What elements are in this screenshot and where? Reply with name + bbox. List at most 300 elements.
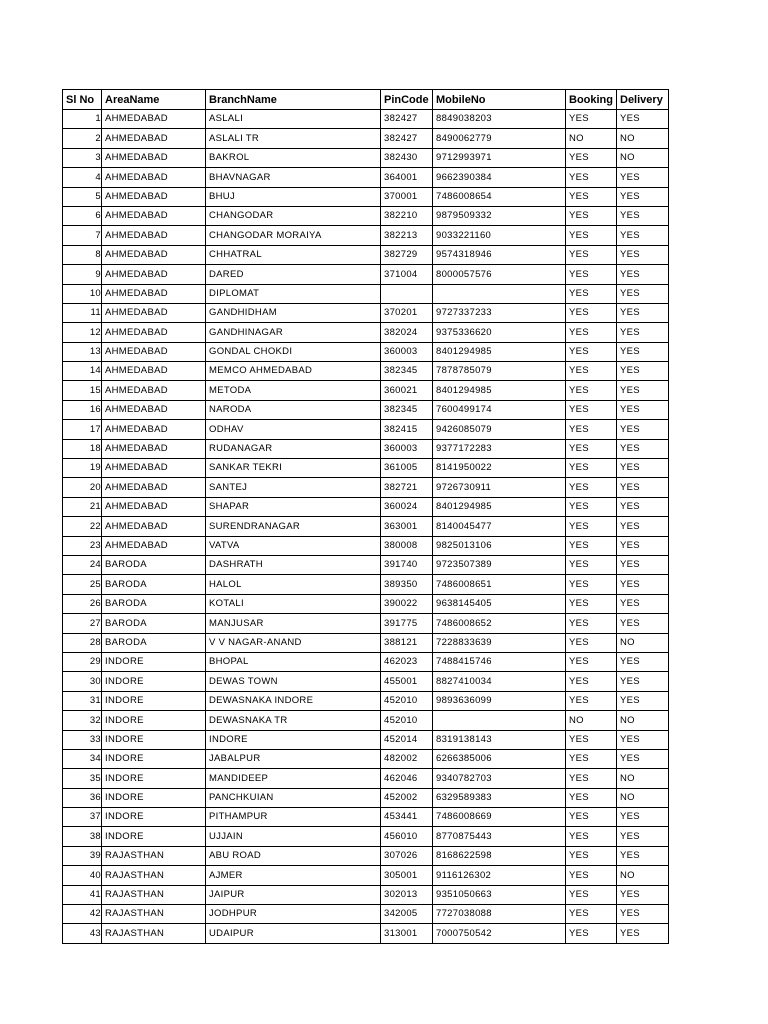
cell-mobile-no: 7000750542 xyxy=(433,924,566,943)
cell-delivery: YES xyxy=(617,168,669,187)
cell-delivery: NO xyxy=(617,711,669,730)
cell-area-name: AHMEDABAD xyxy=(102,517,206,536)
cell-delivery: YES xyxy=(617,614,669,633)
cell-sl-no: 21 xyxy=(63,497,102,516)
cell-area-name: AHMEDABAD xyxy=(102,168,206,187)
table-row xyxy=(63,362,669,381)
cell-delivery: NO xyxy=(617,769,669,788)
cell-booking: YES xyxy=(566,691,617,710)
cell-booking: YES xyxy=(566,284,617,303)
cell-pin-code: 452010 xyxy=(381,711,433,730)
branch-table xyxy=(62,89,669,944)
table-row xyxy=(63,245,669,264)
cell-pin-code: 382345 xyxy=(381,400,433,419)
table-row xyxy=(63,439,669,458)
cell-area-name: AHMEDABAD xyxy=(102,265,206,284)
cell-pin-code: 382345 xyxy=(381,362,433,381)
cell-branch-name: MANDIDEEP xyxy=(206,769,381,788)
cell-mobile-no: 9116126302 xyxy=(433,866,566,885)
table-row xyxy=(63,846,669,865)
header-mobile-no: MobileNo xyxy=(433,90,566,110)
cell-branch-name: CHHATRAL xyxy=(206,245,381,264)
cell-mobile-no: 8401294985 xyxy=(433,342,566,361)
cell-branch-name: ODHAV xyxy=(206,420,381,439)
cell-mobile-no: 9825013106 xyxy=(433,536,566,555)
cell-pin-code: 360003 xyxy=(381,439,433,458)
cell-branch-name: GANDHIDHAM xyxy=(206,303,381,322)
table-row xyxy=(63,711,669,730)
cell-branch-name: SANKAR TEKRI xyxy=(206,459,381,478)
cell-area-name: AHMEDABAD xyxy=(102,342,206,361)
cell-mobile-no: 7878785079 xyxy=(433,362,566,381)
cell-sl-no: 32 xyxy=(63,711,102,730)
cell-pin-code: 364001 xyxy=(381,168,433,187)
cell-pin-code: 452014 xyxy=(381,730,433,749)
cell-branch-name: AJMER xyxy=(206,866,381,885)
cell-mobile-no: 7486008654 xyxy=(433,187,566,206)
cell-pin-code: 361005 xyxy=(381,459,433,478)
cell-mobile-no: 9723507389 xyxy=(433,555,566,574)
cell-mobile-no: 9351050663 xyxy=(433,885,566,904)
cell-sl-no: 17 xyxy=(63,420,102,439)
cell-mobile-no: 9377172283 xyxy=(433,439,566,458)
cell-pin-code: 382729 xyxy=(381,245,433,264)
cell-sl-no: 6 xyxy=(63,206,102,225)
cell-pin-code: 342005 xyxy=(381,905,433,924)
cell-delivery: YES xyxy=(617,827,669,846)
cell-mobile-no: 9893636099 xyxy=(433,691,566,710)
cell-mobile-no: 8140045477 xyxy=(433,517,566,536)
table-row xyxy=(63,497,669,516)
header-pin-code: PinCode xyxy=(381,90,433,110)
cell-sl-no: 23 xyxy=(63,536,102,555)
cell-area-name: AHMEDABAD xyxy=(102,381,206,400)
cell-branch-name: DASHRATH xyxy=(206,555,381,574)
cell-branch-name: CHANGODAR MORAIYA xyxy=(206,226,381,245)
table-row xyxy=(63,517,669,536)
cell-delivery: YES xyxy=(617,924,669,943)
header-delivery: Delivery xyxy=(617,90,669,110)
cell-branch-name: BHUJ xyxy=(206,187,381,206)
cell-sl-no: 15 xyxy=(63,381,102,400)
cell-mobile-no: 7228833639 xyxy=(433,633,566,652)
cell-booking: YES xyxy=(566,749,617,768)
cell-area-name: AHMEDABAD xyxy=(102,497,206,516)
table-row xyxy=(63,691,669,710)
table-row xyxy=(63,226,669,245)
table-row xyxy=(63,323,669,342)
cell-delivery: YES xyxy=(617,226,669,245)
cell-pin-code: 363001 xyxy=(381,517,433,536)
table-row xyxy=(63,808,669,827)
header-sl-no: Sl No xyxy=(63,90,102,110)
cell-area-name: AHMEDABAD xyxy=(102,536,206,555)
cell-booking: YES xyxy=(566,555,617,574)
table-row xyxy=(63,284,669,303)
cell-delivery: YES xyxy=(617,303,669,322)
cell-branch-name: BHOPAL xyxy=(206,652,381,671)
cell-area-name: AHMEDABAD xyxy=(102,187,206,206)
cell-sl-no: 29 xyxy=(63,652,102,671)
cell-area-name: INDORE xyxy=(102,827,206,846)
cell-pin-code: 388121 xyxy=(381,633,433,652)
cell-sl-no: 16 xyxy=(63,400,102,419)
cell-area-name: AHMEDABAD xyxy=(102,303,206,322)
cell-area-name: INDORE xyxy=(102,652,206,671)
cell-sl-no: 10 xyxy=(63,284,102,303)
cell-booking: YES xyxy=(566,381,617,400)
cell-sl-no: 19 xyxy=(63,459,102,478)
cell-sl-no: 38 xyxy=(63,827,102,846)
cell-sl-no: 13 xyxy=(63,342,102,361)
cell-sl-no: 3 xyxy=(63,148,102,167)
cell-branch-name: HALOL xyxy=(206,575,381,594)
table-row xyxy=(63,187,669,206)
cell-pin-code: 302013 xyxy=(381,885,433,904)
cell-booking: YES xyxy=(566,362,617,381)
cell-delivery: NO xyxy=(617,148,669,167)
cell-branch-name: ASLALI TR xyxy=(206,129,381,148)
cell-booking: YES xyxy=(566,846,617,865)
cell-mobile-no: 8000057576 xyxy=(433,265,566,284)
cell-mobile-no: 6329589383 xyxy=(433,788,566,807)
table-row xyxy=(63,749,669,768)
cell-branch-name: DIPLOMAT xyxy=(206,284,381,303)
cell-mobile-no: 7727038088 xyxy=(433,905,566,924)
cell-branch-name: SANTEJ xyxy=(206,478,381,497)
cell-sl-no: 20 xyxy=(63,478,102,497)
cell-booking: YES xyxy=(566,633,617,652)
table-row xyxy=(63,905,669,924)
cell-sl-no: 24 xyxy=(63,555,102,574)
cell-sl-no: 28 xyxy=(63,633,102,652)
cell-pin-code: 382427 xyxy=(381,129,433,148)
cell-sl-no: 2 xyxy=(63,129,102,148)
cell-sl-no: 30 xyxy=(63,672,102,691)
cell-pin-code: 360024 xyxy=(381,497,433,516)
cell-delivery: YES xyxy=(617,575,669,594)
cell-area-name: RAJASTHAN xyxy=(102,905,206,924)
cell-area-name: RAJASTHAN xyxy=(102,924,206,943)
cell-branch-name: PANCHKUIAN xyxy=(206,788,381,807)
cell-booking: YES xyxy=(566,672,617,691)
cell-branch-name: UJJAIN xyxy=(206,827,381,846)
cell-sl-no: 14 xyxy=(63,362,102,381)
cell-sl-no: 18 xyxy=(63,439,102,458)
cell-booking: YES xyxy=(566,905,617,924)
cell-booking: YES xyxy=(566,924,617,943)
cell-delivery: YES xyxy=(617,342,669,361)
cell-booking: YES xyxy=(566,575,617,594)
cell-mobile-no: 9340782703 xyxy=(433,769,566,788)
table-row xyxy=(63,478,669,497)
header-area-name: AreaName xyxy=(102,90,206,110)
cell-area-name: AHMEDABAD xyxy=(102,400,206,419)
cell-delivery: YES xyxy=(617,284,669,303)
cell-pin-code: 382213 xyxy=(381,226,433,245)
cell-delivery: YES xyxy=(617,497,669,516)
cell-mobile-no xyxy=(433,284,566,303)
cell-sl-no: 22 xyxy=(63,517,102,536)
table-row xyxy=(63,769,669,788)
cell-mobile-no: 9726730911 xyxy=(433,478,566,497)
cell-pin-code: 360021 xyxy=(381,381,433,400)
cell-sl-no: 5 xyxy=(63,187,102,206)
cell-branch-name: DEWASNAKA INDORE xyxy=(206,691,381,710)
table-row xyxy=(63,400,669,419)
table-row xyxy=(63,459,669,478)
cell-area-name: BARODA xyxy=(102,614,206,633)
cell-branch-name: VATVA xyxy=(206,536,381,555)
table-row xyxy=(63,303,669,322)
cell-booking: YES xyxy=(566,652,617,671)
cell-pin-code: 382721 xyxy=(381,478,433,497)
cell-booking: YES xyxy=(566,439,617,458)
cell-area-name: RAJASTHAN xyxy=(102,885,206,904)
table-row xyxy=(63,342,669,361)
cell-area-name: INDORE xyxy=(102,672,206,691)
table-row xyxy=(63,206,669,225)
cell-pin-code: 382210 xyxy=(381,206,433,225)
cell-branch-name: UDAIPUR xyxy=(206,924,381,943)
cell-booking: YES xyxy=(566,497,617,516)
cell-pin-code: 391740 xyxy=(381,555,433,574)
cell-area-name: RAJASTHAN xyxy=(102,846,206,865)
cell-pin-code xyxy=(381,284,433,303)
cell-booking: NO xyxy=(566,711,617,730)
cell-area-name: AHMEDABAD xyxy=(102,226,206,245)
cell-pin-code: 360003 xyxy=(381,342,433,361)
cell-pin-code: 452010 xyxy=(381,691,433,710)
table-row xyxy=(63,924,669,943)
cell-delivery: NO xyxy=(617,866,669,885)
cell-area-name: INDORE xyxy=(102,691,206,710)
cell-mobile-no xyxy=(433,711,566,730)
cell-mobile-no: 8490062779 xyxy=(433,129,566,148)
cell-booking: YES xyxy=(566,788,617,807)
cell-area-name: AHMEDABAD xyxy=(102,206,206,225)
table-row xyxy=(63,730,669,749)
cell-mobile-no: 6266385006 xyxy=(433,749,566,768)
cell-booking: YES xyxy=(566,594,617,613)
cell-mobile-no: 8770875443 xyxy=(433,827,566,846)
cell-pin-code: 370201 xyxy=(381,303,433,322)
table-row xyxy=(63,148,669,167)
cell-booking: YES xyxy=(566,323,617,342)
cell-area-name: INDORE xyxy=(102,808,206,827)
cell-delivery: YES xyxy=(617,905,669,924)
cell-branch-name: MEMCO AHMEDABAD xyxy=(206,362,381,381)
table-row xyxy=(63,129,669,148)
cell-delivery: YES xyxy=(617,536,669,555)
cell-area-name: INDORE xyxy=(102,788,206,807)
cell-delivery: YES xyxy=(617,652,669,671)
cell-pin-code: 391775 xyxy=(381,614,433,633)
table-row xyxy=(63,381,669,400)
table-row xyxy=(63,168,669,187)
cell-delivery: YES xyxy=(617,730,669,749)
cell-delivery: YES xyxy=(617,517,669,536)
cell-area-name: AHMEDABAD xyxy=(102,129,206,148)
cell-area-name: AHMEDABAD xyxy=(102,148,206,167)
cell-area-name: INDORE xyxy=(102,730,206,749)
cell-booking: YES xyxy=(566,808,617,827)
cell-delivery: YES xyxy=(617,381,669,400)
table-row xyxy=(63,788,669,807)
table-row xyxy=(63,633,669,652)
cell-booking: YES xyxy=(566,206,617,225)
cell-mobile-no: 9375336620 xyxy=(433,323,566,342)
cell-mobile-no: 8319138143 xyxy=(433,730,566,749)
table-row xyxy=(63,594,669,613)
cell-delivery: YES xyxy=(617,846,669,865)
cell-pin-code: 390022 xyxy=(381,594,433,613)
cell-pin-code: 370001 xyxy=(381,187,433,206)
cell-mobile-no: 7486008651 xyxy=(433,575,566,594)
cell-sl-no: 35 xyxy=(63,769,102,788)
cell-mobile-no: 8401294985 xyxy=(433,497,566,516)
table-row xyxy=(63,885,669,904)
cell-pin-code: 307026 xyxy=(381,846,433,865)
cell-branch-name: SHAPAR xyxy=(206,497,381,516)
cell-sl-no: 39 xyxy=(63,846,102,865)
cell-branch-name: V V NAGAR-ANAND xyxy=(206,633,381,652)
cell-pin-code: 313001 xyxy=(381,924,433,943)
cell-mobile-no: 9712993971 xyxy=(433,148,566,167)
cell-branch-name: INDORE xyxy=(206,730,381,749)
cell-booking: YES xyxy=(566,400,617,419)
cell-mobile-no: 9638145405 xyxy=(433,594,566,613)
cell-mobile-no: 7488415746 xyxy=(433,652,566,671)
cell-delivery: YES xyxy=(617,265,669,284)
cell-sl-no: 25 xyxy=(63,575,102,594)
cell-booking: YES xyxy=(566,866,617,885)
cell-delivery: YES xyxy=(617,459,669,478)
cell-area-name: BARODA xyxy=(102,575,206,594)
cell-branch-name: DEWAS TOWN xyxy=(206,672,381,691)
table-row xyxy=(63,536,669,555)
cell-booking: YES xyxy=(566,168,617,187)
cell-delivery: YES xyxy=(617,187,669,206)
cell-area-name: AHMEDABAD xyxy=(102,459,206,478)
cell-delivery: YES xyxy=(617,110,669,129)
cell-delivery: YES xyxy=(617,672,669,691)
cell-mobile-no: 9426085079 xyxy=(433,420,566,439)
cell-booking: YES xyxy=(566,148,617,167)
cell-area-name: INDORE xyxy=(102,769,206,788)
cell-pin-code: 452002 xyxy=(381,788,433,807)
cell-area-name: AHMEDABAD xyxy=(102,439,206,458)
cell-booking: YES xyxy=(566,614,617,633)
cell-area-name: INDORE xyxy=(102,749,206,768)
cell-sl-no: 11 xyxy=(63,303,102,322)
cell-booking: YES xyxy=(566,342,617,361)
cell-booking: YES xyxy=(566,265,617,284)
cell-mobile-no: 9727337233 xyxy=(433,303,566,322)
cell-branch-name: DARED xyxy=(206,265,381,284)
cell-delivery: YES xyxy=(617,808,669,827)
cell-sl-no: 8 xyxy=(63,245,102,264)
cell-area-name: BARODA xyxy=(102,633,206,652)
cell-sl-no: 34 xyxy=(63,749,102,768)
cell-delivery: YES xyxy=(617,439,669,458)
table-row xyxy=(63,614,669,633)
header-row xyxy=(63,90,669,110)
cell-mobile-no: 9574318946 xyxy=(433,245,566,264)
cell-branch-name: SURENDRANAGAR xyxy=(206,517,381,536)
cell-pin-code: 382415 xyxy=(381,420,433,439)
cell-delivery: YES xyxy=(617,362,669,381)
cell-branch-name: ABU ROAD xyxy=(206,846,381,865)
cell-area-name: AHMEDABAD xyxy=(102,110,206,129)
cell-area-name: AHMEDABAD xyxy=(102,420,206,439)
cell-branch-name: BAKROL xyxy=(206,148,381,167)
cell-mobile-no: 9033221160 xyxy=(433,226,566,245)
cell-area-name: INDORE xyxy=(102,711,206,730)
cell-pin-code: 482002 xyxy=(381,749,433,768)
cell-sl-no: 37 xyxy=(63,808,102,827)
cell-sl-no: 36 xyxy=(63,788,102,807)
cell-branch-name: NARODA xyxy=(206,400,381,419)
cell-branch-name: GONDAL CHOKDI xyxy=(206,342,381,361)
cell-sl-no: 27 xyxy=(63,614,102,633)
cell-sl-no: 40 xyxy=(63,866,102,885)
cell-mobile-no: 8849038203 xyxy=(433,110,566,129)
cell-delivery: YES xyxy=(617,400,669,419)
cell-delivery: YES xyxy=(617,555,669,574)
cell-sl-no: 33 xyxy=(63,730,102,749)
cell-sl-no: 9 xyxy=(63,265,102,284)
table-row xyxy=(63,652,669,671)
cell-area-name: BARODA xyxy=(102,594,206,613)
cell-branch-name: DEWASNAKA TR xyxy=(206,711,381,730)
cell-branch-name: JAIPUR xyxy=(206,885,381,904)
cell-area-name: AHMEDABAD xyxy=(102,323,206,342)
table-row xyxy=(63,575,669,594)
cell-delivery: YES xyxy=(617,691,669,710)
cell-delivery: YES xyxy=(617,206,669,225)
table-body xyxy=(63,110,669,944)
table-row xyxy=(63,827,669,846)
table-row xyxy=(63,265,669,284)
cell-branch-name: ASLALI xyxy=(206,110,381,129)
cell-booking: YES xyxy=(566,730,617,749)
cell-delivery: YES xyxy=(617,478,669,497)
cell-pin-code: 462046 xyxy=(381,769,433,788)
table-row xyxy=(63,420,669,439)
cell-sl-no: 43 xyxy=(63,924,102,943)
cell-sl-no: 31 xyxy=(63,691,102,710)
cell-branch-name: BHAVNAGAR xyxy=(206,168,381,187)
cell-pin-code: 382430 xyxy=(381,148,433,167)
cell-booking: YES xyxy=(566,769,617,788)
cell-area-name: BARODA xyxy=(102,555,206,574)
cell-area-name: AHMEDABAD xyxy=(102,362,206,381)
cell-mobile-no: 9879509332 xyxy=(433,206,566,225)
cell-pin-code: 455001 xyxy=(381,672,433,691)
cell-branch-name: JODHPUR xyxy=(206,905,381,924)
cell-branch-name: KOTALI xyxy=(206,594,381,613)
cell-booking: YES xyxy=(566,459,617,478)
cell-pin-code: 462023 xyxy=(381,652,433,671)
cell-sl-no: 42 xyxy=(63,905,102,924)
cell-area-name: RAJASTHAN xyxy=(102,866,206,885)
cell-mobile-no: 8401294985 xyxy=(433,381,566,400)
cell-booking: YES xyxy=(566,110,617,129)
cell-delivery: NO xyxy=(617,129,669,148)
cell-sl-no: 4 xyxy=(63,168,102,187)
cell-mobile-no: 7486008669 xyxy=(433,808,566,827)
